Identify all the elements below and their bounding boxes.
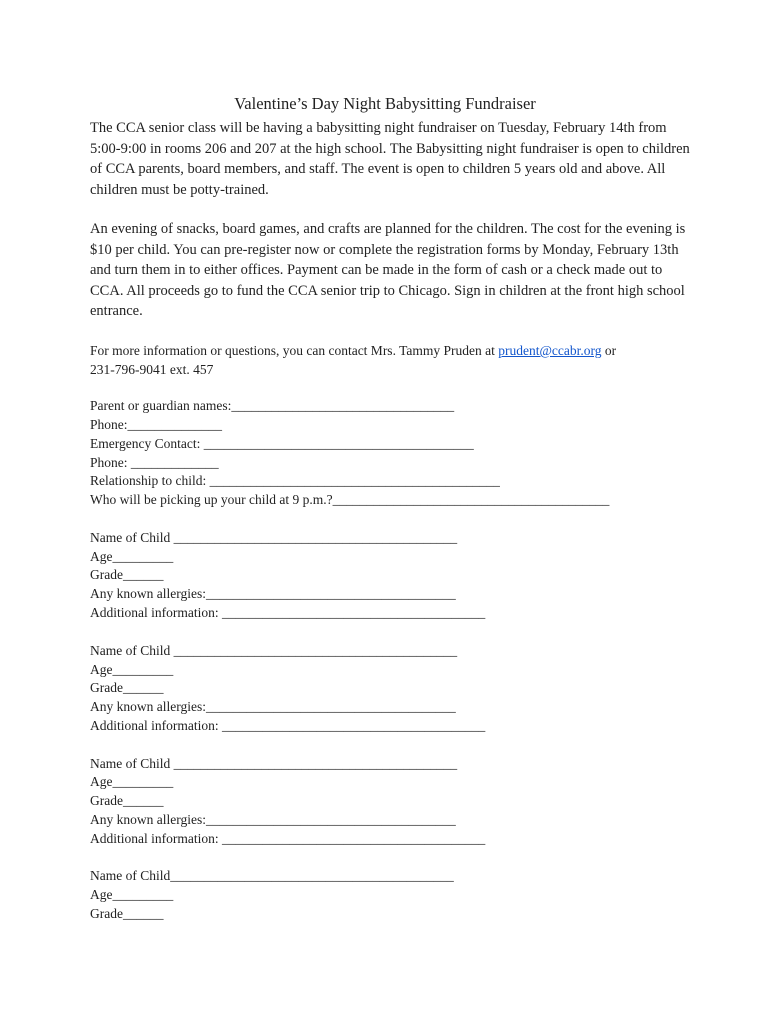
child-grade-field[interactable]: Grade______ [90,906,164,921]
contact-prefix: For more information or questions, you can contact Mrs. Tammy Pruden at [90,343,499,358]
child-additional-info-field[interactable]: Additional information: _______________________________________ [90,831,486,846]
contact-paragraph [90,341,690,379]
page-title: Valentine’s Day Night Babysitting Fundraiser [234,94,536,113]
child-age-field[interactable]: Age_________ [90,662,174,677]
child-name-field[interactable]: Name of Child __________________________________________ [90,756,458,771]
child-name-field[interactable]: Name of Child__________________________________________ [90,868,454,883]
child-grade-field[interactable]: Grade______ [90,793,164,808]
child-allergies-field[interactable]: Any known allergies:_____________________________________ [90,812,456,827]
details-paragraph: An evening of snacks, board games, and crafts are planned for the children. The cost for the evening is $10 per child. You can pre-register now or complete the registration forms by Monday, February 13th and turn them in to either offices. Payment can be made in the form of cash or a check made out to CCA. All proceeds go to fund the CCA senior trip to Chicago. Sign in children at the front high school entrance. [90,221,686,319]
relationship-field[interactable]: Relationship to child: ___________________________________________ [90,473,500,488]
child-age-field[interactable]: Age_________ [90,774,174,789]
child-grade-field[interactable]: Grade______ [90,567,164,582]
child-allergies-field[interactable]: Any known allergies:_____________________________________ [90,586,456,601]
child-age-field[interactable]: Age_________ [90,549,174,564]
emergency-phone-field[interactable]: Phone: _____________ [90,455,219,470]
guardian-names-field[interactable]: Parent or guardian names:_________________________________ [90,398,455,413]
child-age-field[interactable]: Age_________ [90,887,174,902]
child-allergies-field[interactable]: Any known allergies:_____________________________________ [90,699,456,714]
child-grade-field[interactable]: Grade______ [90,680,164,695]
contact-phone: 231-796-9041 ext. 457 [90,362,214,377]
guardian-phone-field[interactable]: Phone:______________ [90,417,223,432]
contact-suffix: or [601,343,617,358]
emergency-contact-field[interactable]: Emergency Contact: ________________________________________ [90,436,474,451]
child-additional-info-field[interactable]: Additional information: _______________________________________ [90,605,486,620]
child-name-field[interactable]: Name of Child __________________________________________ [90,530,458,545]
contact-email-link[interactable]: prudent@ccabr.org [498,343,602,358]
pickup-person-field[interactable]: Who will be picking up your child at 9 p.m.?_________________________________________ [90,492,610,507]
child-additional-info-field[interactable]: Additional information: _______________________________________ [90,718,486,733]
intro-paragraph: The CCA senior class will be having a babysitting night fundraiser on Tuesday, February 14th from 5:00-9:00 in rooms 206 and 207 at the high school. The Babysitting night fundraiser is open to children of CCA parents, board members, and staff. The event is open to children 5 years old and above. All children must be potty-trained. [90,120,690,198]
child-name-field[interactable]: Name of Child __________________________________________ [90,643,458,658]
